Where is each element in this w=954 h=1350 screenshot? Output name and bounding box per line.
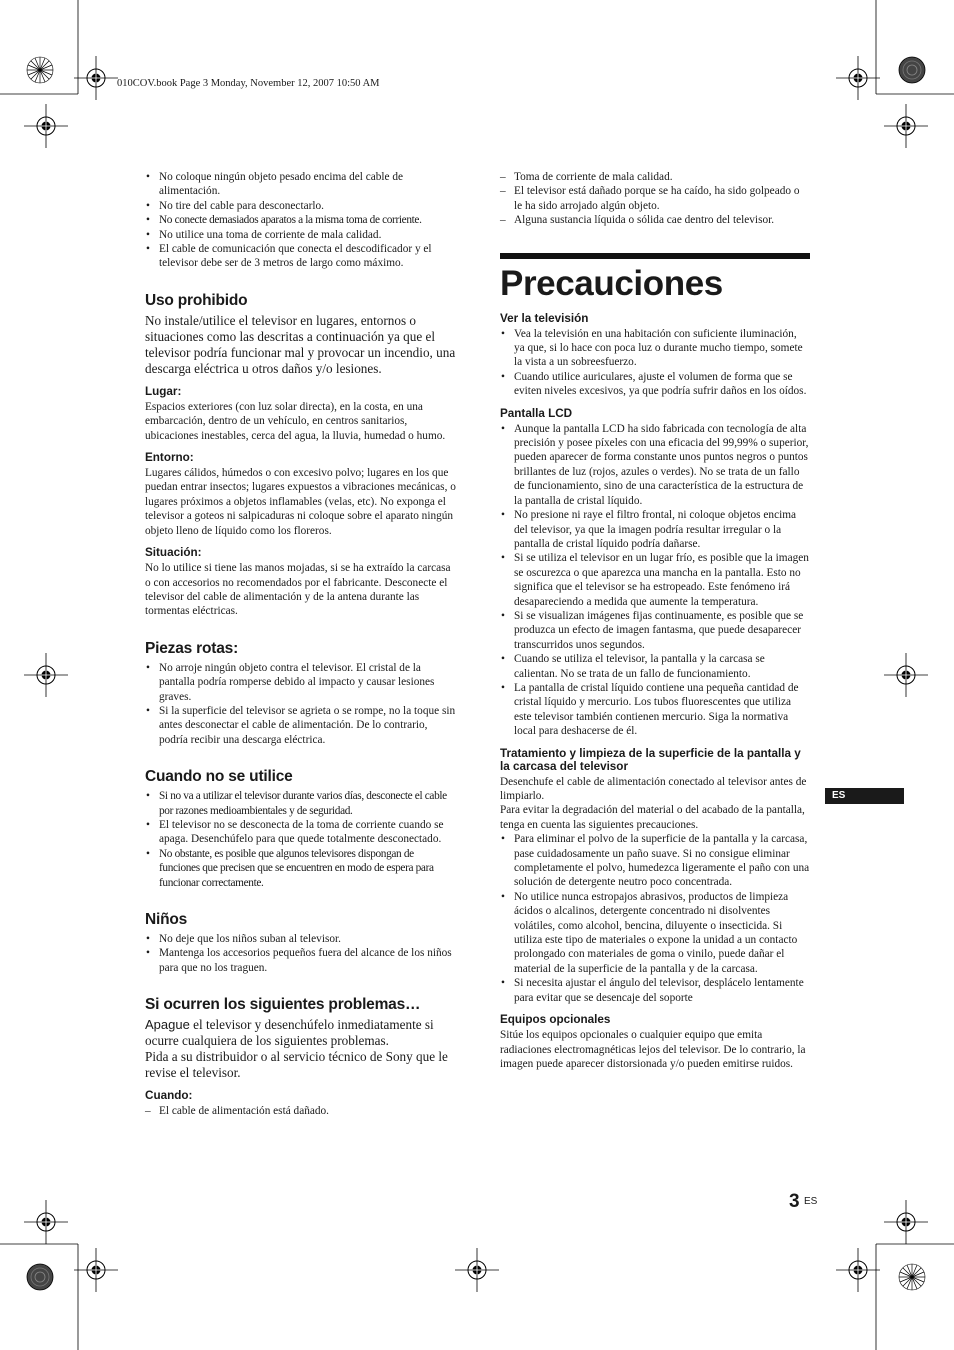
subheading-cuando: Cuando: [145, 1089, 193, 1103]
subheading-entorno: Entorno: [145, 451, 194, 465]
list-item: • Vea la televisión en una habitación con suficiente iluminación, ya que, si lo hace con poca luz o durante mucho tiempo, somete la vista a un sobreesfuerzo. [500, 327, 810, 370]
apague-keyword: Apague [145, 1017, 190, 1033]
page-language-suffix: ES [804, 1196, 818, 1207]
list-item: • Si no va a utilizar el televisor durante varios días, desconecte el cable por razones medioambientales y de seguridad. [145, 789, 457, 818]
language-tab: ES [825, 788, 904, 804]
equipos-text: Sitúe los equipos opcionales o cualquier equipo que emita radiaciones electromagnéticas lejos del televisor. De lo contrario, la imagen puede aparecer distorsionada y/o pueden emitirse ruidos. [500, 1029, 806, 1070]
print-header: 010COV.book Page 3 Monday, November 12, 2007 10:50 AM [117, 78, 380, 89]
list-item: • La pantalla de cristal líquido contiene una pequeña cantidad de cristal líquido y mercurio. Los tubos fluorescentes que utiliza este televisor también contienen mercurio. Siga la normativa local para deshacerse de él. [500, 681, 810, 739]
section-heading-uso-prohibido: Uso prohibido [145, 291, 248, 309]
situacion-text: No lo utilice si tiene las manos mojadas, si se ha extraído la carcasa o con accesorios no recomendados por el fabricante. Desconecte el televisor del cable de alimentación y de la antena durante las tormentas eléctricas. [145, 562, 451, 618]
list-item: • El cable de comunicación que conecta el descodificador y el televisor debe ser de 3 metros de largo como máximo. [145, 242, 457, 271]
section-heading-ninos: Niños [145, 911, 188, 928]
list-item: • Aunque la pantalla LCD ha sido fabricada con tecnología de alta precisión y posee píxeles con una eficacia del 99,99% o superior, pueden aparecer de forma constante unos puntos negros o puntos brillantes de luz (rojos, azules o verdes). No se trata de un fallo de funcionamiento, sino de una característica de la estructura de la pantalla de cristal líquido. [500, 422, 810, 508]
list-item: – Toma de corriente de mala calidad. [500, 170, 810, 184]
list-item: • No arroje ningún objeto contra el televisor. El cristal de la pantalla podría romperse debido al impacto y causar lesiones graves. [145, 661, 457, 704]
limpieza-text-1: Desenchufe el cable de alimentación conectado al televisor antes de limpiarlo. [500, 775, 807, 802]
list-item: – El cable de alimentación está dañado. [145, 1104, 457, 1118]
limpieza-list [500, 832, 810, 1005]
title-rule [500, 253, 810, 259]
limpieza-text-2: Para evitar la degradación del material o del acabado de la pantalla, tenga en cuenta las siguientes precauciones. [500, 804, 805, 831]
section-heading-cuando-no-se-utilice: Cuando no se utilice [145, 768, 293, 786]
list-item: • Cuando se utiliza el televisor, la pantalla y la carcasa se calientan. No se trata de un fallo de funcionamiento. [500, 652, 810, 681]
list-item: • Cuando utilice auriculares, ajuste el volumen de forma que se eviten niveles excesivos, ya que podría sufrir daños en los oídos. [500, 370, 810, 399]
list-item: • El televisor no se desconecta de la toma de corriente cuando se apaga. Desenchúfelo para que quede totalmente desconectado. [145, 818, 457, 847]
problemas-dash-list-continued [500, 170, 810, 228]
subheading-situacion: Situación: [145, 546, 202, 560]
entorno-text: Lugares cálidos, húmedos o con excesivo polvo; lugares en los que puedan entrar insectos; lugares expuestos a vibraciones mecánicas, o lugares próximos a objetos inflamables (velas, etc). No exponga el televisor a goteos ni salpicaduras ni coloque sobre el aparato ningún objeto lleno de líquido como los floreros. [145, 467, 456, 537]
problemas-text-1: el televisor y desenchúfelo inmediatamente si ocurre cualquiera de los siguientes problemas. [145, 1017, 434, 1049]
section-heading-piezas-rotas: Piezas rotas: [145, 639, 239, 657]
list-item: • Mantenga los accesorios pequeños fuera del alcance de los niños para que no los traguen. [145, 946, 457, 975]
list-item: • No obstante, es posible que algunos televisores dispongan de funciones que precisen que se encuentren en modo de espera para funcionar correctamente. [145, 847, 457, 890]
list-item: • Si se visualizan imágenes fijas continuamente, es posible que se produzca un efecto de imagen fantasma, que puede desaparecer transcurridos unos segundos. [500, 609, 810, 652]
problemas-dash-list [145, 1104, 457, 1118]
list-item: • No presione ni raye el filtro frontal, ni coloque objetos encima del televisor, ya que la imagen podría resultar irregular o la pantalla de cristal líquido podría dañarse. [500, 508, 810, 551]
lugar-text: Espacios exteriores (con luz solar directa), en la costa, en una embarcación, dentro de un vehículo, en centros sanitarios, ubicaciones inestables, cerca del agua, la lluvia, humedad o humo. [145, 400, 446, 442]
piezas-list [145, 661, 457, 747]
ninos-list [145, 932, 457, 975]
list-item: – El televisor está dañado porque se ha caído, ha sido golpeado o le ha sido arrojado algún objeto. [500, 184, 810, 213]
power-cable-list [145, 170, 457, 271]
cuando-no-list [145, 789, 457, 890]
ver-list [500, 327, 810, 399]
page-title: Precauciones [500, 263, 723, 303]
list-item: – Alguna sustancia líquida o sólida cae dentro del televisor. [500, 213, 810, 227]
list-item: • No deje que los niños suban al televisor. [145, 932, 457, 946]
list-item: • No utilice una toma de corriente de mala calidad. [145, 228, 457, 242]
section-heading-problemas: Si ocurren los siguientes problemas… [145, 996, 421, 1014]
lcd-list [500, 422, 810, 739]
page-number: 3 [789, 1191, 800, 1212]
subheading-lugar: Lugar: [145, 384, 182, 398]
problemas-text-2: Pida a su distribuidor o al servicio técnico de Sony que le revise el televisor. [145, 1049, 448, 1081]
left-column [145, 170, 457, 1119]
list-item: • No coloque ningún objeto pesado encima del cable de alimentación. [145, 170, 457, 199]
right-column [500, 170, 810, 1071]
list-item: • Para eliminar el polvo de la superficie de la pantalla y la carcasa, pase cuidadosamente un paño suave. Si no consigue eliminar completamente el polvo, humedezca ligeramente el paño con una solución de detergente neutro poco concentrada. [500, 832, 810, 890]
subheading-limpieza: Tratamiento y limpieza de la superficie de la pantalla y la carcasa del televisor [500, 746, 801, 773]
subheading-equipos-opcionales: Equipos opcionales [500, 1013, 611, 1027]
list-item: • Si se utiliza el televisor en un lugar frío, es posible que la imagen se oscurezca o que aparezca una mancha en la pantalla. Esto no significa que el televisor se ha estropeado. Este fenómeno irá desapareciendo a medida que aumente la temperatura. [500, 551, 810, 609]
subheading-pantalla-lcd: Pantalla LCD [500, 406, 573, 420]
problemas-text [145, 1017, 457, 1049]
list-item: • Si necesita ajustar el ángulo del televisor, desplácelo lentamente para evitar que se desencaje del soporte [500, 976, 810, 1005]
subheading-ver-television: Ver la televisión [500, 311, 589, 325]
list-item: • Si la superficie del televisor se agrieta o se rompe, no la toque sin antes desconectar el cable de alimentación. De lo contrario, podría recibir una descarga eléctrica. [145, 704, 457, 747]
uso-intro: No instale/utilice el televisor en lugares, entornos o situaciones como las descritas a continuación ya que el televisor podría funcionar mal y provocar un incendio, una descarga eléctrica u otros daños y/o lesiones. [145, 312, 456, 376]
list-item: • No utilice nunca estropajos abrasivos, productos de limpieza ácidos o alcalinos, detergente concentrado ni disolventes volátiles, como alcohol, bencina, diluyente o insecticida. Si utiliza este tipo de materiales o expone la unidad a un contacto prolongado con materiales de goma o vinilo, puede dañar el material de la superficie de la pantalla y de la carcasa. [500, 890, 810, 976]
list-item: • No tire del cable para desconectarlo. [145, 199, 457, 213]
list-item: • No conecte demasiados aparatos a la misma toma de corriente. [145, 213, 457, 227]
